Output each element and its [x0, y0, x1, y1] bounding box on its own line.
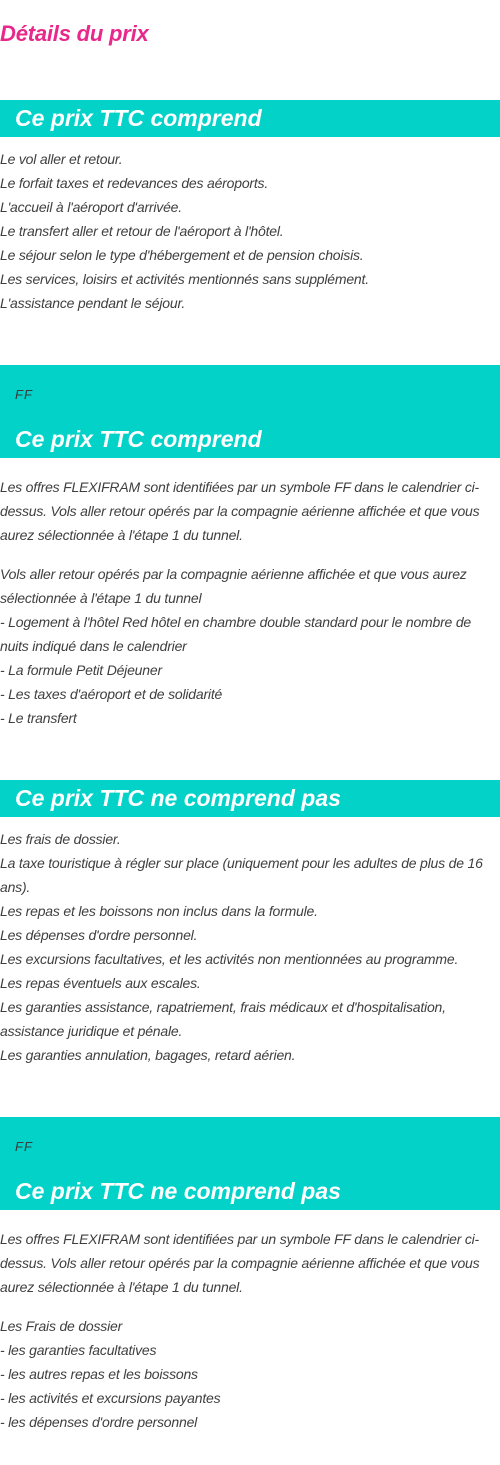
list-item: - les activités et excursions payantes [0, 1390, 221, 1406]
list-item: - les dépenses d'ordre personnel [0, 1414, 198, 1430]
section-title: Ce prix TTC ne comprend pas [15, 785, 341, 811]
list-item: Le transfert aller et retour de l'aéroport à l'hôtel. [0, 223, 284, 239]
section-title: Ce prix TTC ne comprend pas [15, 1178, 341, 1204]
list-item: Le forfait taxes et redevances des aéroports. [0, 175, 269, 191]
section-banner-excludes [0, 780, 500, 817]
section-title: Ce prix TTC comprend [15, 105, 262, 131]
list-item: - La formule Petit Déjeuner [0, 662, 162, 678]
section-banner-ff-excludes [0, 1117, 500, 1210]
list-item: - Le transfert [0, 710, 77, 726]
section-title: Ce prix TTC comprend [15, 426, 262, 452]
includes-list [0, 147, 500, 315]
list-item: La taxe touristique à régler sur place (uniquement pour les adultes de plus de 16 ans). [0, 855, 483, 895]
ff-excludes-list [0, 1314, 500, 1434]
list-item: Les garanties assistance, rapatriement, frais médicaux et d'hospitalisation, assistance juridique et pénale. [0, 999, 446, 1039]
ff-includes-list [0, 562, 500, 730]
section-banner-ff-includes [0, 365, 500, 458]
ff-badge: FF [15, 1139, 33, 1154]
ff-badge: FF [15, 387, 33, 402]
list-item: Vols aller retour opérés par la compagnie aérienne affichée et que vous aurez sélectionnée à l'étape 1 du tunnel [0, 566, 467, 606]
page-title: Détails du prix [0, 21, 149, 46]
ff-intro-text: Les offres FLEXIFRAM sont identifiées par un symbole FF dans le calendrier ci-dessus. Vols aller retour opérés par la compagnie aérienne affichée et que vous aurez sélectionnée à l'étape 1 du tunnel. [0, 479, 480, 543]
list-item: Les Frais de dossier [0, 1318, 123, 1334]
list-item: Les frais de dossier. [0, 831, 121, 847]
list-item: Les garanties annulation, bagages, retard aérien. [0, 1047, 296, 1063]
list-item: Les repas éventuels aux escales. [0, 975, 201, 991]
list-item: Les excursions facultatives, et les activités non mentionnées au programme. [0, 951, 459, 967]
list-item: Les repas et les boissons non inclus dans la formule. [0, 903, 318, 919]
list-item: - les garanties facultatives [0, 1342, 157, 1358]
list-item: - Les taxes d'aéroport et de solidarité [0, 686, 223, 702]
list-item: L'assistance pendant le séjour. [0, 295, 186, 311]
list-item: Le vol aller et retour. [0, 151, 123, 167]
list-item: L'accueil à l'aéroport d'arrivée. [0, 199, 182, 215]
list-item: Les dépenses d'ordre personnel. [0, 927, 198, 943]
ff-intro-text: Les offres FLEXIFRAM sont identifiées par un symbole FF dans le calendrier ci-dessus. Vols aller retour opérés par la compagnie aérienne affichée et que vous aurez sélectionnée à l'étape 1 du tunnel. [0, 1231, 480, 1295]
list-item: Le séjour selon le type d'hébergement et de pension choisis. [0, 247, 364, 263]
section-banner-includes [0, 100, 500, 137]
list-item: Les services, loisirs et activités mentionnés sans supplément. [0, 271, 369, 287]
excludes-list [0, 827, 500, 1067]
list-item: - les autres repas et les boissons [0, 1366, 198, 1382]
list-item: - Logement à l'hôtel Red hôtel en chambre double standard pour le nombre de nuits indiqué dans le calendrier [0, 614, 471, 654]
